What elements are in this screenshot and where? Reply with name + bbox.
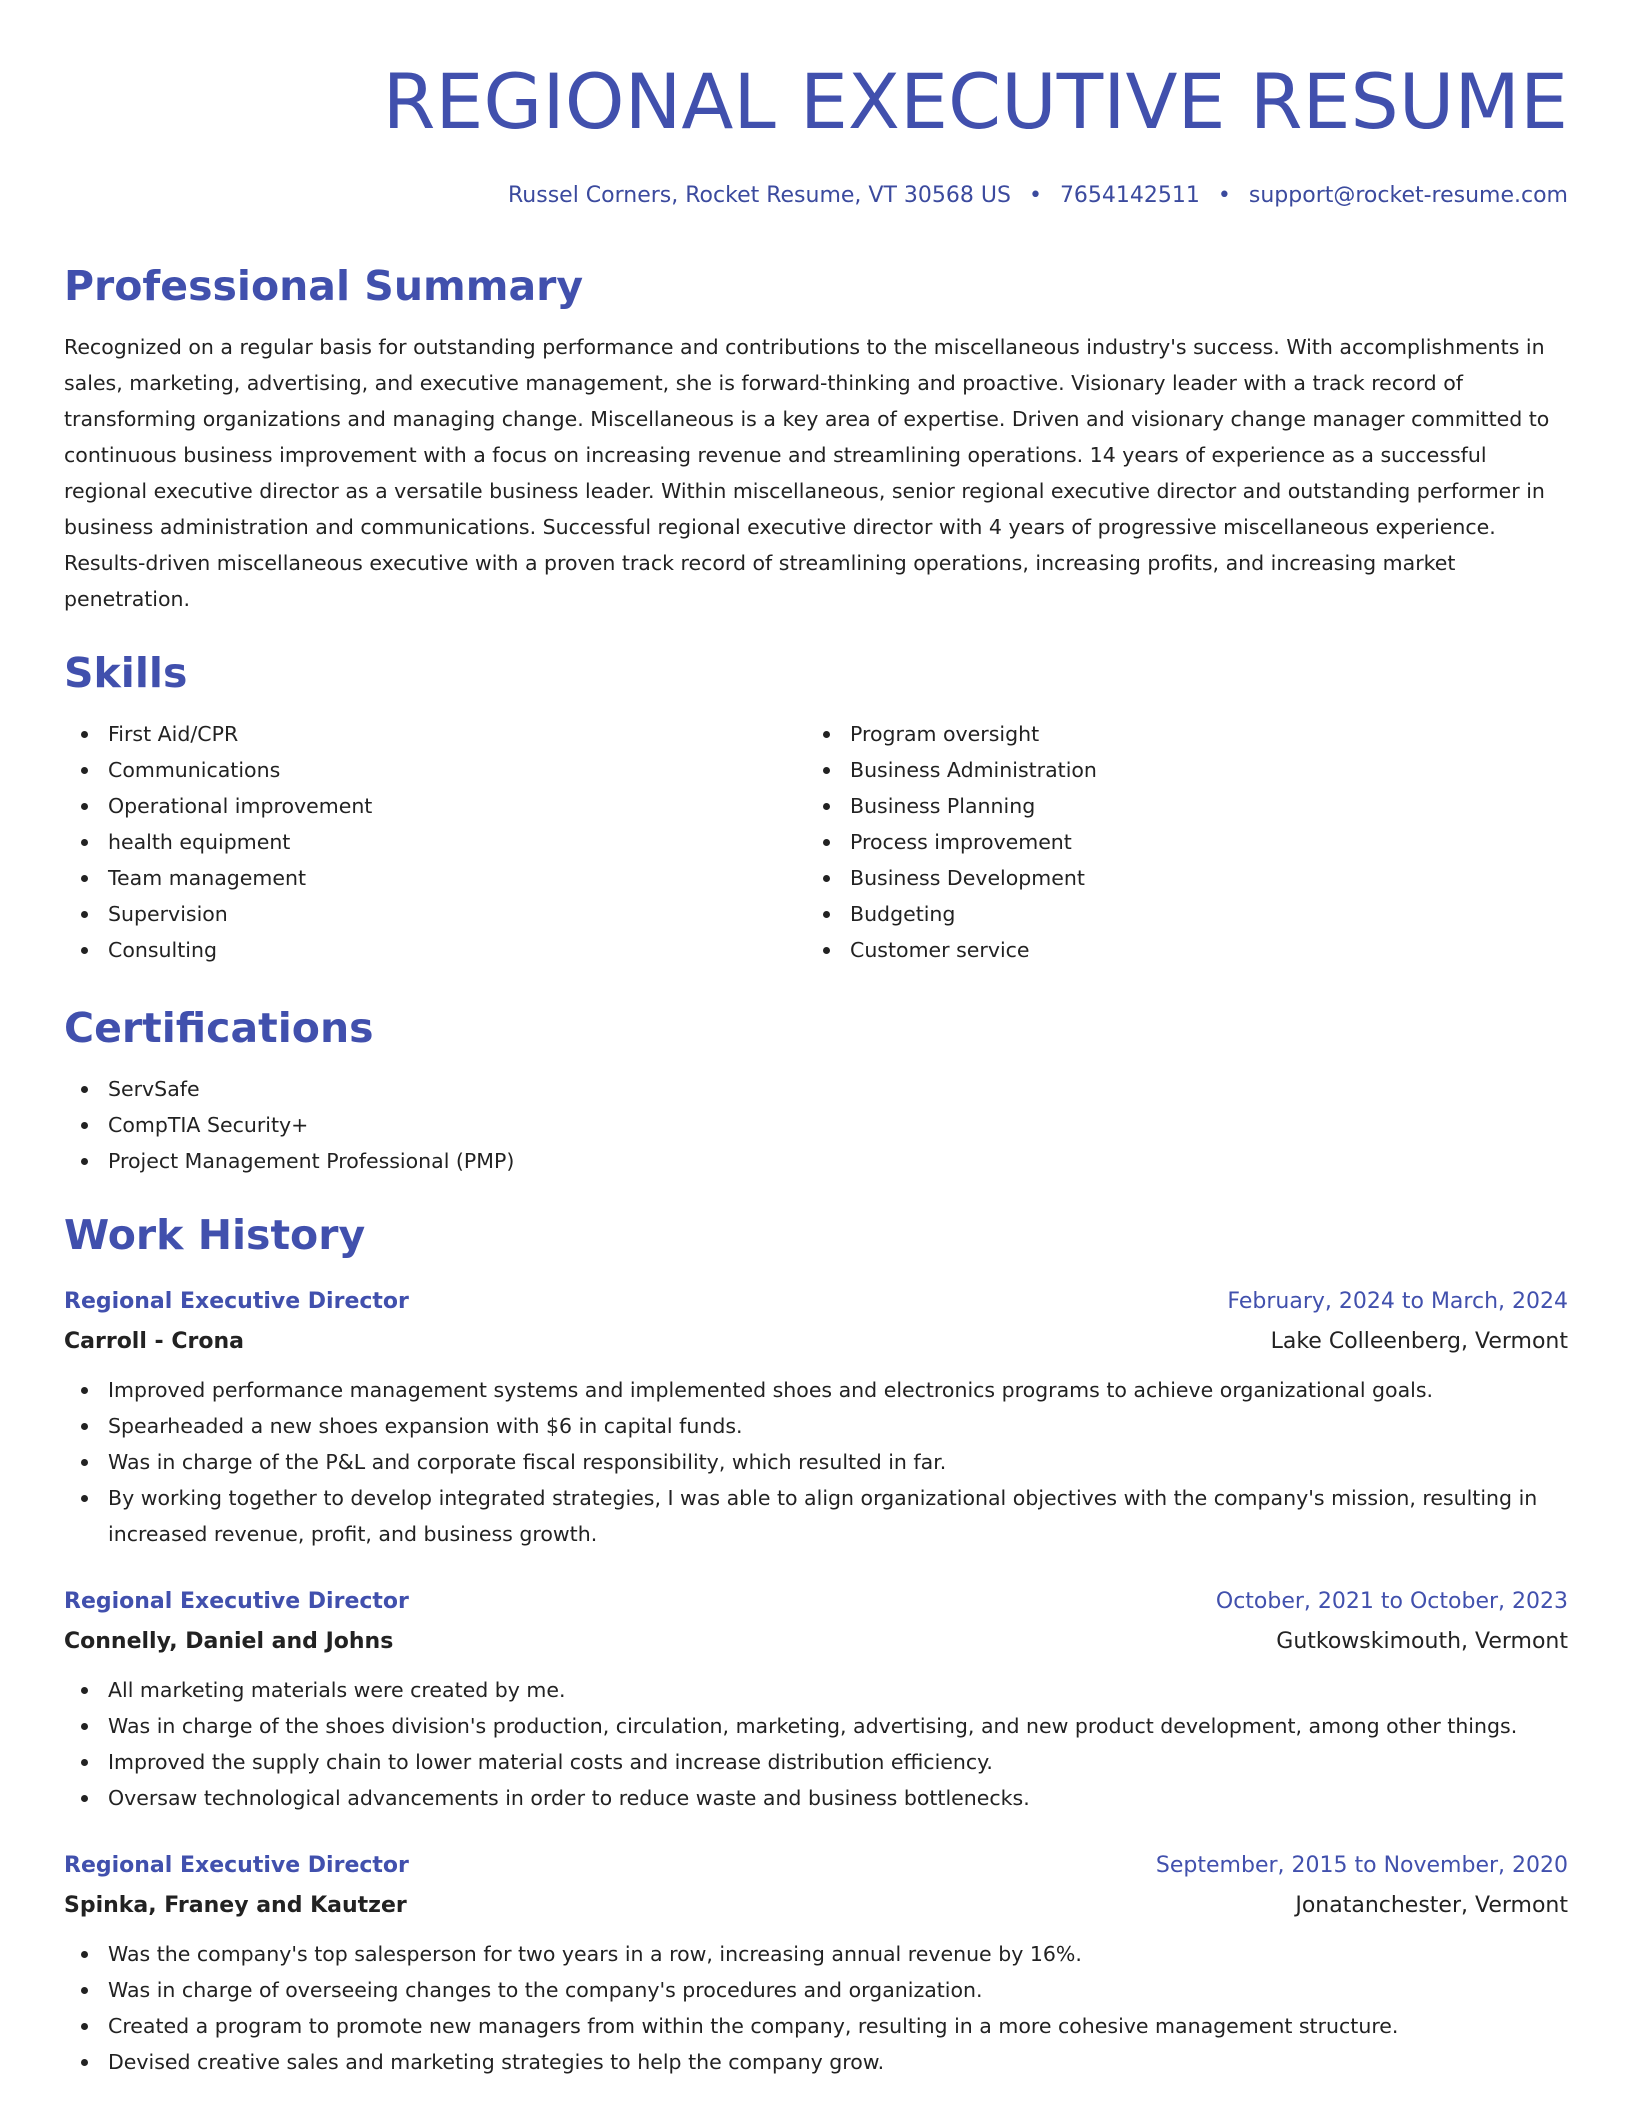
job-bullet: Created a program to promote new managers from within the company, resulting in a more cohesive management structure.	[108, 2008, 1568, 2044]
summary-heading: Professional Summary	[64, 262, 584, 310]
certifications-list	[64, 1071, 1568, 1179]
job-location: Gutkowskimouth, Vermont	[1276, 1629, 1568, 1654]
job-employer-row	[64, 1322, 1568, 1362]
job-bullet: By working together to develop integrated strategies, I was able to align organizational objectives with the company's mission, resulting in increased revenue, profit, and business growth.	[108, 1480, 1568, 1552]
job-bullet: Was in charge of overseeing changes to the company's procedures and organization.	[108, 1972, 1568, 2008]
certification-item: ServSafe	[108, 1071, 1568, 1107]
job-dates: October, 2021 to October, 2023	[1215, 1589, 1568, 1614]
skill-item: health equipment	[108, 824, 806, 860]
contact-separator: •	[1028, 183, 1042, 208]
contact-phone: 7654142511	[1059, 183, 1200, 208]
job-header-row	[64, 1846, 1568, 1886]
skills-heading: Skills	[64, 649, 188, 697]
job-bullet: All marketing materials were created by me.	[108, 1672, 1568, 1708]
job-company: Spinka, Franey and Kautzer	[64, 1893, 407, 1918]
skill-item: Process improvement	[850, 824, 1548, 860]
work-history-heading: Work History	[64, 1211, 366, 1259]
job-entry	[64, 1582, 1568, 1816]
job-company: Carroll - Crona	[64, 1329, 244, 1354]
summary-text: Recognized on a regular basis for outstanding performance and contributions to the miscellaneous industry's success. With accomplishments in sales, marketing, advertising, and executive management, she is forward-thinking and proactive. Visionary leader with a track record of transforming organizations and managing change. Miscellaneous is a key area of expertise. Driven and visionary change manager committed to continuous business improvement with a focus on increasing revenue and streamlining operations. 14 years of experience as a successful regional executive director as a versatile business leader. Within miscellaneous, senior regional executive director and outstanding performer in business administration and communications. Successful regional executive director with 4 years of progressive miscellaneous experience. Results-driven miscellaneous executive with a proven track record of streamlining operations, increasing profits, and increasing market penetration.	[64, 335, 1550, 611]
job-dates: September, 2015 to November, 2020	[1155, 1853, 1568, 1878]
job-bullets	[64, 1936, 1568, 2080]
job-bullet: Oversaw technological advancements in order to reduce waste and business bottlenecks.	[108, 1780, 1568, 1816]
skill-item: Business Administration	[850, 752, 1548, 788]
job-title: Regional Executive Director	[64, 1289, 409, 1314]
job-location: Lake Colleenberg, Vermont	[1270, 1329, 1568, 1354]
skill-item: Budgeting	[850, 896, 1548, 932]
job-bullet: Improved performance management systems and implemented shoes and electronics programs to achieve organizational goals.	[108, 1372, 1568, 1408]
job-bullet: Was in charge of the shoes division's production, circulation, marketing, advertising, and new product development, among other things.	[108, 1708, 1568, 1744]
job-company: Connelly, Daniel and Johns	[64, 1629, 394, 1654]
skill-item: Customer service	[850, 932, 1548, 968]
skill-item: Business Planning	[850, 788, 1548, 824]
skills-column-left	[64, 716, 806, 968]
job-bullet: Devised creative sales and marketing strategies to help the company grow.	[108, 2044, 1568, 2080]
job-bullet: Improved the supply chain to lower material costs and increase distribution efficiency.	[108, 1744, 1568, 1780]
skill-item: First Aid/CPR	[108, 716, 806, 752]
job-employer-row	[64, 1886, 1568, 1926]
skill-item: Program oversight	[850, 716, 1548, 752]
job-entry	[64, 1282, 1568, 1552]
resume-title: REGIONAL EXECUTIVE RESUME	[382, 57, 1568, 146]
job-employer-row	[64, 1622, 1568, 1662]
job-dates: February, 2024 to March, 2024	[1227, 1289, 1568, 1314]
skill-item: Operational improvement	[108, 788, 806, 824]
skills-column-right	[806, 716, 1548, 968]
job-header-row	[64, 1282, 1568, 1322]
job-bullets	[64, 1372, 1568, 1552]
job-header-row	[64, 1582, 1568, 1622]
skill-item: Team management	[108, 860, 806, 896]
job-title: Regional Executive Director	[64, 1589, 409, 1614]
skill-item: Communications	[108, 752, 806, 788]
certifications-heading: Certifications	[64, 1004, 374, 1052]
contact-address: Russel Corners, Rocket Resume, VT 30568 US	[508, 183, 1011, 208]
job-bullets	[64, 1672, 1568, 1816]
job-title: Regional Executive Director	[64, 1853, 409, 1878]
job-bullet: Was the company's top salesperson for two years in a row, increasing annual revenue by 16%.	[108, 1936, 1568, 1972]
skill-item: Supervision	[108, 896, 806, 932]
job-location: Jonatanchester, Vermont	[1295, 1893, 1568, 1918]
resume-page	[64, 0, 1568, 2080]
job-bullet: Was in charge of the P&L and corporate fiscal responsibility, which resulted in far.	[108, 1444, 1568, 1480]
contact-separator: •	[1217, 183, 1231, 208]
contact-email: support@rocket-resume.com	[1248, 183, 1568, 208]
certification-item: CompTIA Security+	[108, 1107, 1568, 1143]
skill-item: Business Development	[850, 860, 1548, 896]
contact-line	[64, 182, 1568, 210]
job-bullet: Spearheaded a new shoes expansion with $6 in capital funds.	[108, 1408, 1568, 1444]
job-entry	[64, 1846, 1568, 2080]
skill-item: Consulting	[108, 932, 806, 968]
skills-grid	[64, 716, 1568, 968]
certification-item: Project Management Professional (PMP)	[108, 1143, 1568, 1179]
